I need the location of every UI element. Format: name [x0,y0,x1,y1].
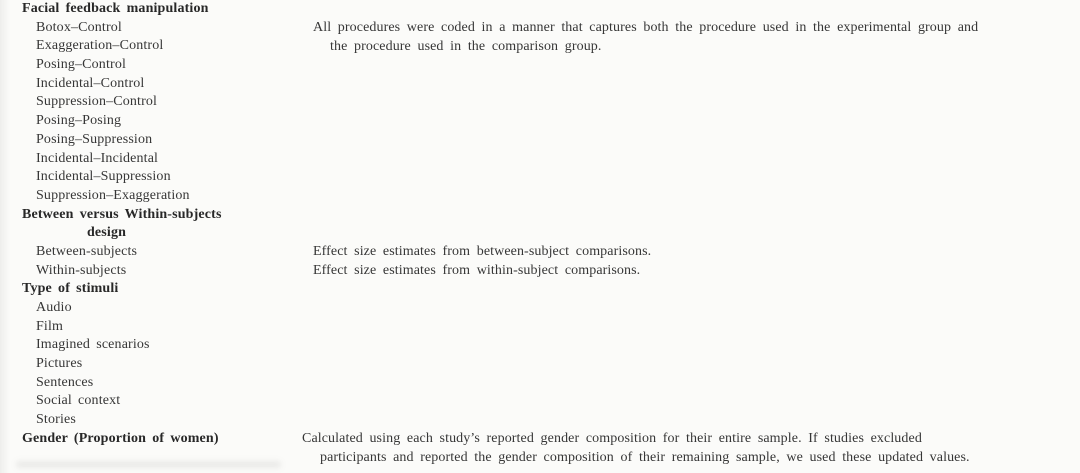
section-header-design-wrap-line: design [87,225,127,241]
scan-edge-shading [0,0,10,473]
section-header-gender-proportion-of-women: Gender (Proportion of women) [22,430,219,446]
description-within-subjects [313,262,640,281]
section-header-facial-feedback-manipulation: Facial feedback manipulation [22,1,209,16]
category-item-exaggeration-control: Exaggeration–Control [36,38,164,54]
description-line: Calculated using each study’s reported gender composition for their entire sample. If studies excluded [302,431,922,446]
description-gender-proportion [302,430,970,467]
category-column [0,0,300,449]
category-item-posing-control: Posing–Control [36,57,127,73]
category-item-suppression-control: Suppression–Control [36,94,158,110]
category-item-botox-control: Botox–Control [36,19,122,35]
category-item-social-context: Social context [36,393,121,409]
description-line: Effect size estimates from between-subject comparisons. [313,244,652,259]
section-header-between-versus-within: Between versus Within-subjects [22,206,222,222]
category-item-sentences: Sentences [36,374,94,390]
category-item-imagined-scenarios: Imagined scenarios [36,337,150,353]
description-line: All procedures were coded in a manner that captures both the procedure used in the experimental group and [313,20,979,35]
category-item-incidental-suppression: Incidental–Suppression [36,169,171,185]
category-item-stories: Stories [36,412,76,428]
description-line: Effect size estimates from within-subject comparisons. [313,263,641,278]
category-item-incidental-control: Incidental–Control [36,75,145,91]
category-item-posing-posing: Posing–Posing [36,113,122,129]
category-item-pictures: Pictures [36,356,83,372]
category-item-within-subjects: Within-subjects [36,262,127,278]
category-item-audio: Audio [36,300,72,315]
description-line: participants and reported the gender composition of their remaining sample, we used these updated values. [320,449,970,465]
category-item-posing-suppression: Posing–Suppression [36,131,153,147]
description-line: the procedure used in the comparison group. [330,38,602,54]
category-item-incidental-incidental: Incidental–Incidental [36,150,159,166]
category-item-between-subjects: Between-subjects [36,243,138,259]
category-item-suppression-exaggeration: Suppression–Exaggeration [36,187,190,203]
description-facial-feedback-coding [313,19,978,56]
scan-smudge-artifact [16,461,281,468]
section-header-type-of-stimuli: Type of stimuli [22,281,119,297]
description-between-subjects [313,243,651,262]
category-item-film: Film [36,318,64,334]
